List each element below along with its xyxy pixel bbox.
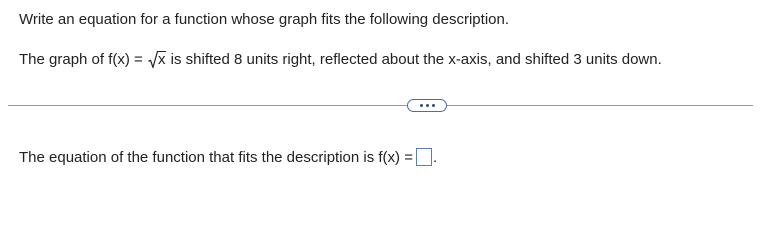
description-prefix: The graph of f(x) = xyxy=(19,51,147,68)
section-divider xyxy=(8,105,753,106)
ellipsis-icon xyxy=(426,104,429,107)
square-root-expression xyxy=(148,51,167,68)
answer-input[interactable] xyxy=(416,148,432,166)
answer-prompt: The equation of the function that fits the description is f(x) = xyxy=(19,149,413,166)
problem-description xyxy=(19,51,662,68)
ellipsis-icon xyxy=(432,104,435,107)
answer-period: . xyxy=(432,149,438,166)
radicand: x xyxy=(157,51,166,68)
radical-sign-icon xyxy=(148,50,158,69)
ellipsis-icon xyxy=(420,104,423,107)
description-suffix: is shifted 8 units right, reflected about the x-axis, and shifted 3 units down. xyxy=(166,51,662,68)
instruction-text: Write an equation for a function whose graph fits the following description. xyxy=(19,11,510,28)
answer-line xyxy=(19,148,437,166)
expand-button[interactable] xyxy=(407,99,447,112)
